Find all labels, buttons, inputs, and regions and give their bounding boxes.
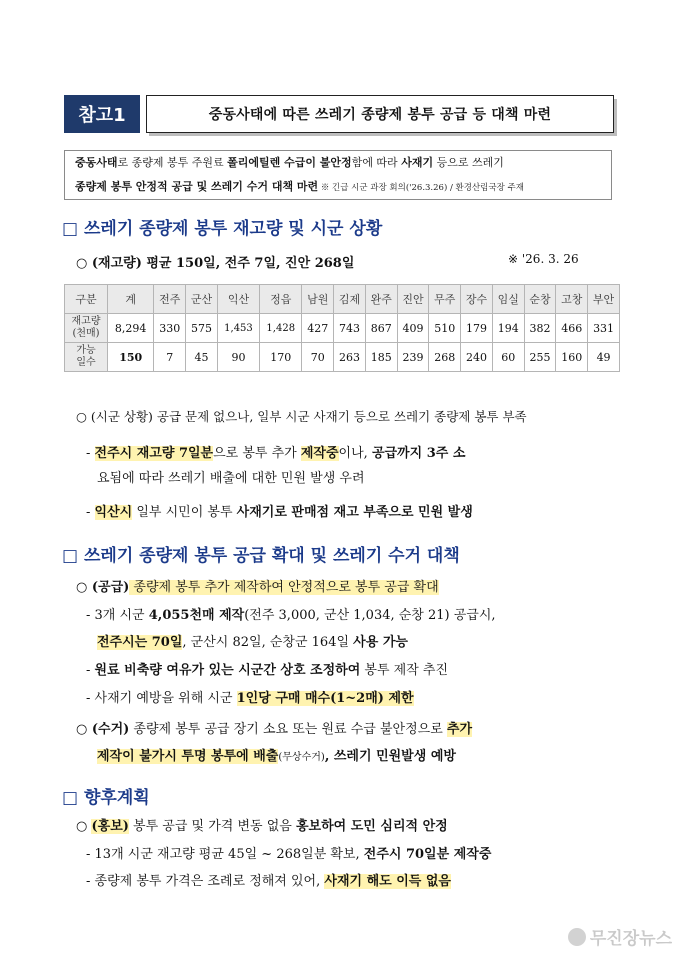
table-header-cell: 임실 [492, 285, 524, 314]
table-cell: 70 [302, 343, 334, 372]
meeting-note: ※ 긴급 시군 과장 회의('26.3.26) / 환경산림국장 주재 [318, 183, 524, 193]
table-cell: 867 [365, 314, 397, 343]
table-cell: 7 [154, 343, 186, 372]
table-header-cell: 순창 [524, 285, 556, 314]
table-cell: 60 [492, 343, 524, 372]
collect-line-cont: 제작이 불가시 투명 봉투에 배출(무상수거), 쓰레기 민원발생 예방 [97, 749, 456, 764]
bullet-iksan: - 익산시 일부 시민이 봉투 사재기로 판매점 재고 부족으로 민원 발생 [86, 505, 473, 520]
plan-bullet-2: - 종량제 봉투 가격은 조례로 정해져 있어, 사재기 해도 이득 없음 [86, 874, 451, 889]
section-title-supply: □ 쓰레기 종량제 봉투 공급 확대 및 쓰레기 수거 대책 [62, 546, 460, 566]
bullet-jeonju-cont: 요됨에 따라 쓰레기 배출에 대한 민원 발생 우려 [97, 471, 365, 486]
table-header-cell: 구분 [65, 285, 108, 314]
table-cell: 1,453 [217, 314, 259, 343]
table-cell: 263 [334, 343, 366, 372]
supply-bullet-1-cont: 전주시는 70일, 군산시 82일, 순창군 164일 사용 가능 [97, 635, 408, 650]
promo-line: ○ (홍보) 봉투 공급 및 가격 변동 없음 홍보하여 도민 심리적 안정 [76, 819, 448, 834]
supply-bullet-1: - 3개 시군 4,055천매 제작(전주 3,000, 군산 1,034, 순창 21) 공급시, [86, 608, 496, 623]
table-cell: 409 [397, 314, 429, 343]
table-cell: 268 [429, 343, 461, 372]
table-cell: 330 [154, 314, 186, 343]
date-note: ※ '26. 3. 26 [508, 252, 579, 266]
table-row-days [65, 343, 620, 372]
summary-text: 등으로 쓰레기 [433, 156, 504, 169]
stock-summary-line: ○ (재고량) 평균 150일, 전주 7일, 진안 268일 [76, 256, 355, 271]
table-cell: 45 [186, 343, 218, 372]
collect-line: ○ (수거) 종량제 봉투 공급 장기 소요 또는 원료 수급 불안정으로 추가 [76, 722, 473, 737]
table-header-cell: 김제 [334, 285, 366, 314]
reference-tag: 참고1 [64, 95, 140, 133]
bullet-jeonju: - 전주시 재고량 7일분으로 봉투 추가 제작중이나, 공급까지 3주 소 [86, 446, 466, 461]
table-header-cell: 전주 [154, 285, 186, 314]
table-cell: 255 [524, 343, 556, 372]
table-cell: 185 [365, 343, 397, 372]
table-cell: 240 [461, 343, 493, 372]
table-cell: 466 [556, 314, 588, 343]
table-header-cell: 장수 [461, 285, 493, 314]
supply-bullet-3: - 사재기 예방을 위해 시군 1인당 구매 매수(1~2매) 제한 [86, 691, 414, 706]
watermark-logo-icon [568, 928, 586, 946]
table-header-cell: 남원 [302, 285, 334, 314]
status-line: ○ (시군 상황) 공급 문제 없으나, 일부 시군 사재기 등으로 쓰레기 종량제 봉투 부족 [76, 409, 527, 424]
supply-bullet-2: - 원료 비축량 여유가 있는 시군간 상호 조정하여 봉투 제작 추진 [86, 663, 449, 678]
table-cell: 49 [588, 343, 620, 372]
supply-line: ○ (공급) 종량제 봉투 추가 제작하여 안정적으로 봉투 공급 확대 [76, 580, 439, 595]
table-cell: 743 [334, 314, 366, 343]
summary-text: 폴리에틸렌 수급이 불안정 [227, 156, 352, 169]
table-cell: 194 [492, 314, 524, 343]
table-cell: 90 [217, 343, 259, 372]
table-header-cell: 계 [108, 285, 154, 314]
table-header-cell: 익산 [217, 285, 259, 314]
table-header-cell: 진안 [397, 285, 429, 314]
summary-text: 사재기 [401, 156, 434, 169]
table-header-row [65, 285, 620, 314]
document-title: 중동사태에 따른 쓰레기 종량제 봉투 공급 등 대책 마련 [146, 95, 614, 133]
table-cell: 1,428 [260, 314, 302, 343]
table-header-cell: 완주 [365, 285, 397, 314]
row-label-days: 가능 일수 [65, 343, 108, 372]
table-header-cell: 무주 [429, 285, 461, 314]
table-header-cell: 부안 [588, 285, 620, 314]
table-header-cell: 고창 [556, 285, 588, 314]
summary-text: 로 종량제 봉투 주원료 [117, 156, 228, 169]
row-label-stock: 재고량 (천매) [65, 314, 108, 343]
table-cell: 160 [556, 343, 588, 372]
table-cell: 427 [302, 314, 334, 343]
summary-text: 종량제 봉투 안정적 공급 및 쓰레기 수거 대책 마련 [75, 180, 319, 193]
table-cell: 170 [260, 343, 302, 372]
watermark [568, 924, 672, 949]
table-header-cell: 군산 [186, 285, 218, 314]
summary-text: 중동사태 [75, 156, 118, 169]
summary-text: 함에 따라 [351, 156, 402, 169]
section-title-stock: □ 쓰레기 종량제 봉투 재고량 및 시군 상황 [62, 219, 383, 239]
section-title-plan: □ 향후계획 [62, 788, 150, 808]
table-cell: 150 [108, 343, 154, 372]
table-row-stock [65, 314, 620, 343]
table-cell: 179 [461, 314, 493, 343]
table-header-cell: 정읍 [260, 285, 302, 314]
watermark-text: 무진장뉴스 [589, 929, 672, 949]
plan-bullet-1: - 13개 시군 재고량 평균 45일 ~ 268일분 확보, 전주시 70일분 제작중 [86, 847, 492, 862]
table-cell: 382 [524, 314, 556, 343]
summary-box [64, 150, 612, 200]
table-cell: 8,294 [108, 314, 154, 343]
table-cell: 510 [429, 314, 461, 343]
table-cell: 575 [186, 314, 218, 343]
table-cell: 239 [397, 343, 429, 372]
stock-table [64, 284, 620, 372]
table-cell: 331 [588, 314, 620, 343]
